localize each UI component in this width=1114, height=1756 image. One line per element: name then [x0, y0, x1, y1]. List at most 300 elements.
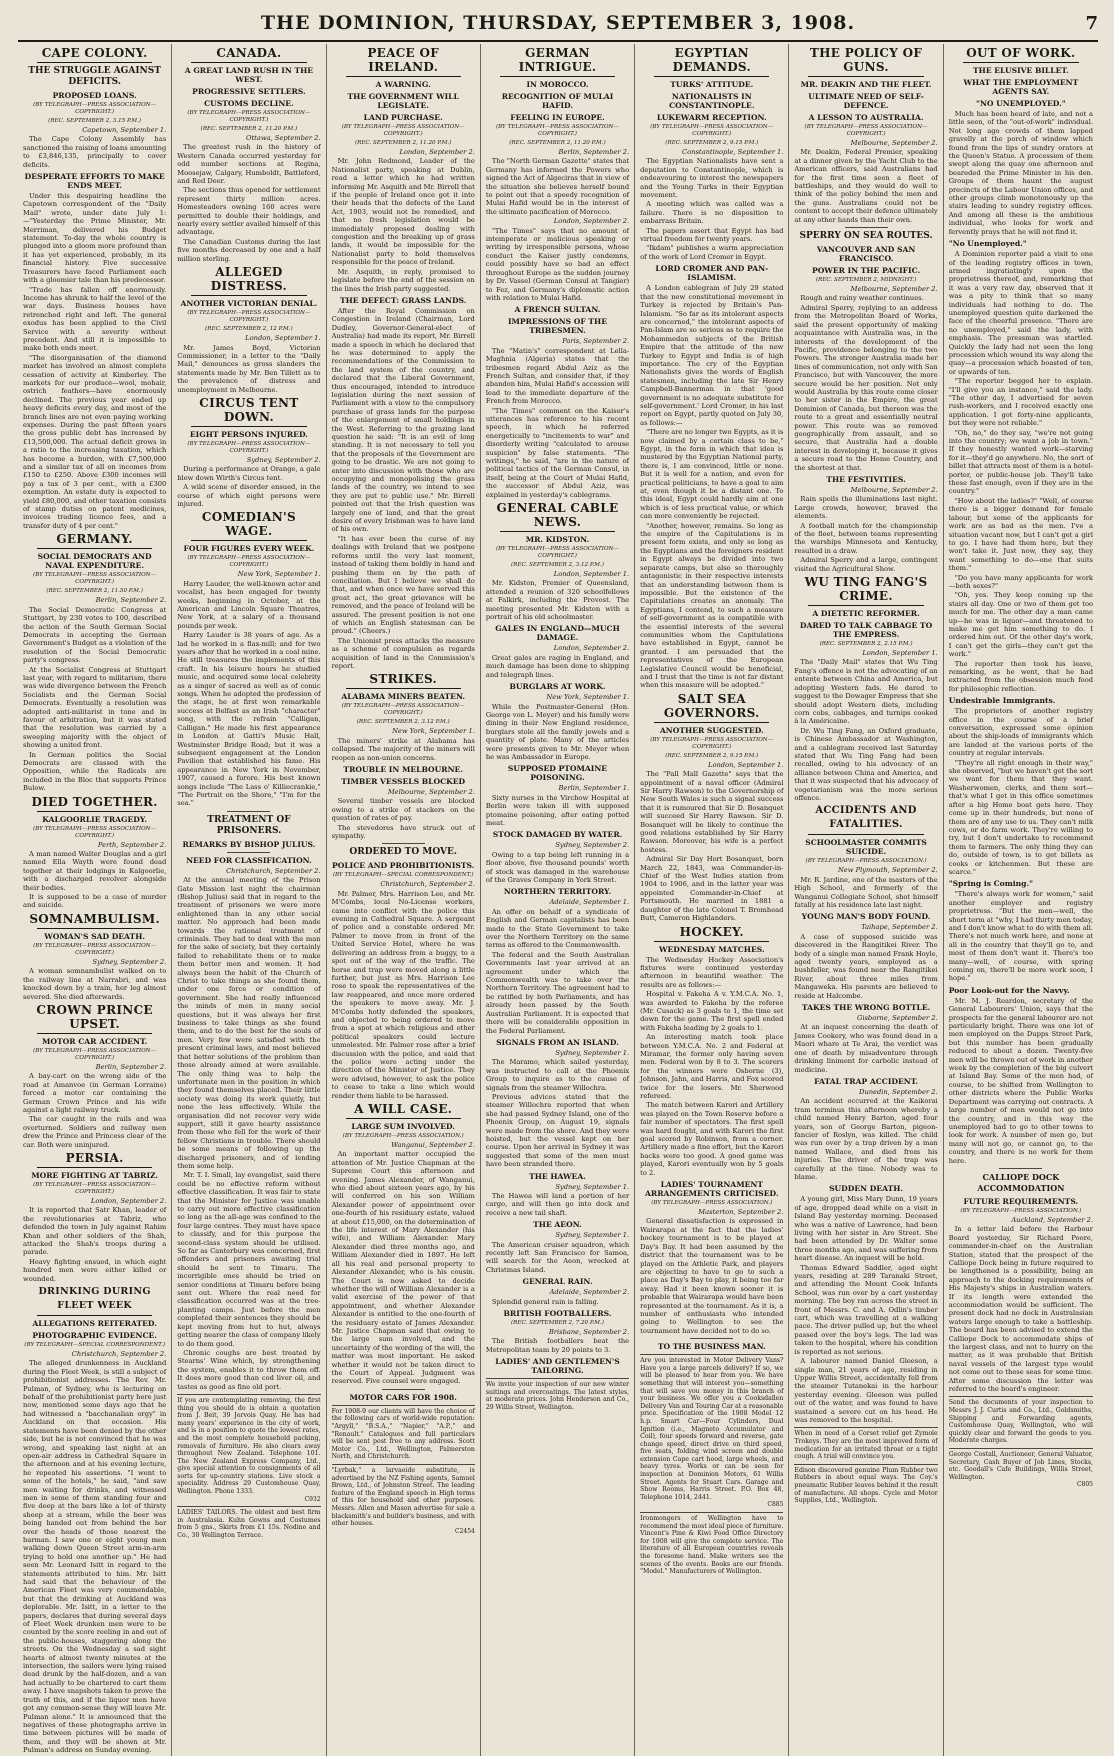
- credit-line: (BY TELEGRAPH—PRESS ASSOCIATION—COPYRIGHT.): [495, 546, 620, 560]
- dateline: Dunedin, September 2.: [859, 1087, 938, 1096]
- dateline: Christchurch, September 2.: [380, 880, 475, 889]
- rule: [654, 941, 769, 942]
- paragraph: "There are no longer two Egypts, as it is now claimed by a certain class to be," Egypt, in the form in which that idea is mustered by the Egyptian National party, there is, I am convinced, little or none. But it is well for a nation, and even for practical politicians, to have a goal to aim at, even though it be a distant one. To this ideal, Egypt could hardly aim at one which is of less practical value, or which can more conveniently be rejected.: [640, 428, 784, 521]
- sub-head: THE DEFECT: GRASS LANDS.: [339, 295, 467, 305]
- rule: [227, 852, 270, 853]
- section-head: OUT OF WORK.: [966, 46, 1076, 60]
- paragraph: "Another, however, remains. So long as the empire of the Capitulations is in present form exists, and only so long as the Egyptians and the foreigners resident in Egypt always be divided into two separate camps, but also so thoroughly antagonistic in their respective interests that an understanding between them is impossible. But the existence of the Capitulations creates an anomaly. The Egyptians, I contend, to such a measure of self-government as is compatible with the essential interests of the several communities whom the Capitulations have established in Egypt, cannot be granted. I am persuaded that the representatives of the European Legislative Council would be beneficial, and I trust that the time is not far distant when this measure will be adopted.": [640, 521, 784, 690]
- rule: [37, 548, 152, 549]
- sub-head: REMARKS BY BISHOP JULIUS.: [182, 839, 316, 849]
- sub-head: SOCIAL DEMOCRATS AND NAVAL EXPENDITURE.: [37, 552, 152, 571]
- paragraph: General dissatisfaction is expressed in Wairarapa at the fact that the ladies' hockey tournament is to be played at Day's Bay. It had been assumed by the district that the tournament was to be played on the Athletic Park, and players are objecting to have to go to such a place as Day's Bay to play, it being too far away. Had it been known sooner it is probable that Wairarapa would have been represented at the tournament. As it is, a number of enthusiasts who intended going to Wellington to see the tournament have decided not to do so.: [640, 1217, 784, 1335]
- section-head: SALT SEA GOVERNORS.: [663, 691, 760, 720]
- rule: [382, 843, 425, 844]
- advertisement: [332, 1405, 475, 1461]
- paragraph: An important matter occupied the attention of Mr. Justice Chapman at the Supreme Court this afternoon and evening. James Alexander, of Wanganui, who died about sixteen years ago, by his will conferred on his son William Alexander power of appointment over one-fourth of his residuary estate, valued at about £15,000, on the determination of the life interest of Mary Alexander (his wife), and William Alexander. Mary Alexander died three months ago, and William Alexander died in 1897. He left all his real and personal property to Alexander Alexander, who is his cousin. The Court is now asked to decide whether the will of William Alexander is a valid exercise of the power of that appointment, and whether Alexander Alexander is entitled to the one-fourth of the residuary estate of James Alexander. Mr. Justice Chapman said that owing to the large sum involved, and the uncertainty of the wording of the will, the matter was most important. He asked whether it would not be taken direct to the Court of Appeal. Judgment was reserved. Five counsel were engaged.: [331, 1150, 475, 1386]
- paragraph: "The Times" says that no amount of intemperate or malicious speaking or writing by irresponsible persons, whose conduct the Kaiser justly condemns, could possibly have so bad an effect throughout Europe as the sudden journey by Dr. Vassel (German Consul at Tangier) to Fez, and Germany's diplomatic action with relation to Mulai Hafid.: [485, 226, 630, 302]
- dateline: Masterton, September 2.: [698, 1208, 784, 1217]
- sub-head: MR. KIDSTON.: [525, 535, 590, 545]
- sub-head: GENERAL RAIN.: [522, 1277, 593, 1287]
- paragraph: Hospital v. Fakeha A v. Y.M.C.A. No. 1, was awarded to Fakeha by the referee (Mr. Cusack) as 3 goals to 1, the time set down for the game. The first spell ended with Fakeha leading by 2 goals to 1.: [640, 990, 784, 1032]
- paragraph: During a performance at Orange, a gale blew down Wirth's Circus tent.: [177, 465, 321, 482]
- rule: [500, 531, 615, 532]
- credit-line: (BY TELEGRAPH—PRESS ASSOCIATION—COPYRIGHT.): [33, 942, 157, 956]
- paragraph: "It has ever been the curse of my dealings with Ireland that we postpone reforms until the very last moment, instead of taking them boldly in hand and pushing them on by the path of conciliation. But I believe we shall do that, and when once we have served this great act, the great grievance will be removed, and the peace of Ireland will be assured. The present position is not one of which an English statesman can be proud." (Cheers.): [331, 534, 475, 636]
- paragraph: An interesting match took place between Y.M.C.A. No. 2 and Federal at Miramar, the former only having seven men. Federal won by 8 to 3. The scorers for the winners were Osborne (3), Johnson, Jahn, and Harris, and Fox scored twice for the losers. Mr. Sherwood refereed.: [640, 1033, 784, 1100]
- dateline: Brisbane, September 2.: [548, 1328, 630, 1337]
- paragraph: The Canadian Customs during the last five months decreased by one and a half million sterling.: [177, 237, 321, 263]
- paragraph: A meeting which was called was a failure. There is no disposition to embarrass Britain.: [640, 200, 784, 226]
- sub-head: WEDNESDAY MATCHES.: [658, 944, 765, 954]
- credit-line: (BY TELEGRAPH—PRESS ASSOCIATION—COPYRIGHT.): [33, 102, 157, 115]
- credit-line: (BY TELEGRAPH—PRESS ASSOCIATION.): [960, 1207, 1082, 1214]
- advertisement: [794, 1464, 937, 1505]
- dateline: Adelaide, September 1.: [549, 898, 630, 907]
- dateline: Wanganui, September 2.: [391, 1141, 475, 1149]
- paragraph: Admiral Sperry, replying to an address from the Metropolitan Board of Works, said the present opportunity of making acquaintance with Australia was, in the interests of the development of the Pacific, providence belonging to the two Powers. The stronger Australia made her lines of communication, not only with San Francisco, but with Vancouver, the more secure would be her position. Not only would Australia by this route come closer to her sister in the Empire, the great Dominion of Canada, but thereon was the route to a great and essentially neutral power. This route was so removed geographically from assault, and so secure, that Australia had a double interest in developing it, because it gives a secure road to the Home Country, and the shortest at that.: [794, 303, 938, 472]
- sub-head: ULTIMATE NEED OF SELF-DEFENCE.: [808, 92, 924, 110]
- paragraph: Mr. John Redmond, Leader of the Nationalist party, speaking at Dublin, read a letter which he had written informing Mr. Asquith and Mr. Birrell that if the people of Ireland once got it into their heads that the defects of the Land Act, 1903, would not be remedied, and that no fresh legislation would be immediately proposed dealing with congestion and the breaking up of grass lands, it would be impossible for the Nationalist party to hold themselves responsible for the peace of Ireland.: [331, 157, 475, 267]
- received-line: (REC. SEPTEMBER 2, 11.20 P.M.): [354, 140, 452, 146]
- sub-head: A DIETETIC REFORMER.: [812, 609, 920, 619]
- sub-head: CALLIOPE DOCK ACCOMMODATION: [977, 1171, 1065, 1193]
- sub-head: THE ELUSIVE BILLET.: [973, 66, 1069, 75]
- credit-line: (BY TELEGRAPH—PRESS ASSOCIATION—COPYRIGHT.): [33, 825, 157, 839]
- dateline: London, September 2.: [399, 148, 475, 156]
- sub-head: PHOTOGRAPHIC EVIDENCE.: [32, 1331, 157, 1341]
- paragraph: Great gales are raging in England, and much damage has been done to shipping and telegraph lines.: [485, 653, 630, 679]
- sub-head: SPERRY ON SEA ROUTES.: [799, 231, 933, 242]
- sub-head: BRITISH FOOTBALLERS.: [503, 1309, 612, 1319]
- paragraph: It is supposed to be a case of murder and suicide.: [23, 893, 167, 910]
- section-head: WU TING FANG'S CRIME.: [804, 575, 928, 604]
- paragraph: Thomas Edward Saddler, aged eight years, residing at 289 Taranaki Street, and attending the Mount Cook Infants School, was run over by a cart yesterday morning. The boy ran across the street in front of Messrs. C. and A. Odlin's timber cart, which was travelling at a walking pace. The driver pulled up, but the wheel passed over the boy's legs. The lad was taken to the hospital, where his condition is reported as not serious.: [794, 1263, 938, 1356]
- sub-head: NATIONALISTS IN CONSTANTINOPLE.: [669, 92, 755, 110]
- dateline: Taihape, September 2.: [861, 923, 938, 932]
- rule: [654, 76, 769, 77]
- received-line: (REC. SEPTEMBER 2, 7.20 P.M.): [511, 1320, 604, 1327]
- sub-head: WOMAN'S SAD DEATH.: [44, 931, 146, 941]
- rule: [37, 1167, 152, 1168]
- section-head: COMEDIAN'S WAGE.: [201, 510, 296, 539]
- sub-head: MR. DEAKIN AND THE FLEET.: [800, 80, 932, 89]
- page-number: 7: [1085, 12, 1098, 34]
- sub-head: Undesirable Immigrants.: [948, 696, 1056, 706]
- column-1: [18, 44, 172, 1756]
- sub-head: TURKS' ATTITUDE.: [670, 80, 754, 89]
- ad-text: "Lyrbak," a larvaeide substitute, is advertised by the NZ Fishing agents, Samuel Brown, Ltd., of Johnston Street. The leading feature of the England speech in High terms of this for household and other purposes. Messrs. Allen and Mason advertise for sale a blacksmith's and builder's business, and with other houses.: [331, 1466, 475, 1528]
- paragraph: Mr. Deakin, Federal Premier, speaking at a dinner given by the Yacht Club to the American officers, said Australians had for the first time seen a fleet of battleships, and they would do well to think of the policy behind the men and the guns. Australians could not be content to accept their defence ultimately at any other hands than their own.: [794, 148, 938, 224]
- paragraph: Owing to a tap being left running in a floor above, five thousand pounds' worth of stock was damaged in the warehouse of the Graves Company in York Street.: [485, 850, 630, 884]
- paragraph: The "Daily Mail" states that Wu Ting Fang's offence is not the advocating of an entente between China and America, but adopting Western fads. He dared to suggest to the Dowager Empress that she should adopt Western diets, including corn cobs, cabbages, and turnips cooked à la Américaine.: [794, 658, 938, 726]
- sub-head: DARED TO TALK CABBAGE TO THE EMPRESS.: [799, 621, 933, 640]
- sub-head: LORD CROMER AND PAN-ISLAMISM.: [655, 264, 769, 283]
- dateline: New York, September 1.: [546, 693, 630, 702]
- dateline: Sydney, September 1.: [555, 1182, 630, 1191]
- paragraph: Previous advices stated that the steamer Willochra reported that when she had passed Sydney Island, one of the Phoenix Group, on August 19, signals were made from the shore. And they were hoisted, but the vessel kept on her course. Upon her arrival in Sydney it was suggested that some of the men must have been stranded there.: [485, 1092, 630, 1169]
- paragraph: An offer on behalf of a syndicate of English and German capitalists has been made to the State Government to take over the Northern Territory on the same terms as offered to the Commonwealth.: [485, 907, 630, 950]
- sub-head: ALLEGATIONS REITERATED.: [32, 1319, 157, 1329]
- dateline: Melbourne, September 2.: [850, 285, 938, 294]
- sub-head: ANOTHER SUGGESTED.: [659, 725, 764, 735]
- sub-head: MOTOR CAR ACCIDENT.: [41, 1036, 148, 1046]
- masthead-title: THE DOMINION, THURSDAY, SEPTEMBER 3, 1908.: [260, 12, 856, 34]
- sub-head: MOTOR CARS FOR 1908.: [349, 1392, 457, 1402]
- paragraph: Much has been heard of late, and not a little seen, of the "out-of-work" individual. Not long ago crowds of them lapped gravelly at the porch of window which found from the lips of sundry orators at the Queen's Statue. A procession of them swept along the quay one afternoon and beareded the Prime Minister in his den. Groups of them haunt the august precincts of the Labour Union offices, and other groups climb monotonously up the stairs leading to sundry registry offices. And among all these is the ambitious individual, who looks for work and fervently prays that he will not find it.: [948, 110, 1093, 236]
- rule: [37, 62, 152, 63]
- paragraph: Mr. James Boyd, Victorian Commissioner, in a letter to the "Daily Mail," denounces as gross slanders the statements made by Mr. Ben Tillett as to the prevalence of distress and unemployment in Melbourne.: [177, 343, 321, 394]
- advertisement: [949, 1396, 1093, 1445]
- sub-head: SCHOOLMASTER COMMITS SUICIDE.: [805, 838, 927, 857]
- paragraph: It is reported that Satr Khan, leader of the revolutionaries at Tabriz, who defended the town in July against Rahim Khan and other soldiers of the Shah, attacked the Shah's troops during a parade.: [23, 1206, 167, 1257]
- credit-line: (BY TELEGRAPH—PRESS ASSOCIATION—COPYRIGHT.): [341, 124, 465, 137]
- paragraph: "The disorganisation of the diamond market has involved an almost complete cessation of activity at Kimberley. The markets for our produce—wool, mohair, ostrich feathers—have enormously declined. The previous year ended up heavy deficits every day, and most of the branch lines are not even paying working expenses. During the past fifteen years the gross public debt has increased by £13,500,000. The actual deficit grows in a ratio to the increasing taxation, which has become a burden, with £7,500,000 and a similar tax of all on incomes from £150 to £250. Above £300 incomes will pay a tax of 3 per cent., with a £300 exemption. An estate duty is expected to yield £80,000, and other taxation consists of stamp duties on patent medicines, invoices trading licence fees, and a transfer duty of 4 per cent.": [23, 353, 167, 530]
- sub-head: POWER IN THE PACIFIC.: [811, 266, 921, 276]
- dateline: London, September 2.: [553, 217, 630, 226]
- sub-head: TO THE BUSINESS MAN.: [657, 1342, 766, 1352]
- advertisement: [177, 1394, 320, 1503]
- paragraph: "There's always work for women," said another employer and registry proprietress. "But the men—well, the short term at "why, I had thirty men today, and I don't know what to do with them all. There's not much work here, and none at all in the country that they'll go to, and most of them don't want it. There's too many—well, of course, with spring coming on, there'll be more work soon, I hope.": [948, 890, 1093, 983]
- paragraph: The reporter then took his leave, remarking, as he went, that he had extracted from the obsession much food for philosophic reflection.: [948, 659, 1093, 693]
- credit-line: (BY TELEGRAPH—PRESS ASSOCIATION—COPYRIGHT.): [650, 736, 774, 750]
- dateline: New York, September 1.: [237, 570, 321, 579]
- sub-head: LADIES' TOURNAMENT ARRANGEMENTS CRITICISED.: [645, 1180, 779, 1199]
- sub-head: PROGRESSIVE SETTLERS.: [192, 87, 306, 96]
- sub-head: FATAL TRAP ACCIDENT.: [814, 1076, 919, 1086]
- sub-head: NEED FOR CLASSIFICATION.: [186, 855, 312, 865]
- paragraph: "Trade has fallen off enormously. Income has shrunk to half the level of the war days. Business houses have retrenched right and left. The general exodus has been applied to the Civil Service with a severity without precedent. And still it is impossible to make both ends meet.: [23, 285, 167, 353]
- credit-line: (BY TELEGRAPH—PRESS ASSOCIATION—COPYRIGHT.): [804, 124, 928, 137]
- paragraph: A Dominion reporter paid a visit to one of the leading registry offices in town, armed ingratiatingly upon the proprietress thereof, and, remarking that it was a very raw day, observed that it was a pity to think that so many individuals had nothing to do. The unemployed question quite darkened the face of the cheerful presence. "There are no unemployed," said the lady, with emphasis. The pressman was startled. Quickly the lady had not seen the long procession which wound its way along the quay—a procession which boasted of ten, or upwards of ten.: [948, 250, 1093, 376]
- rule: [808, 76, 923, 77]
- ad-text: We invite your inspection of our new winter suitings and overcoatings. The latest styles, at moderate prices. John Henderson and Co., 29 Willis Street, Wellington.: [485, 1381, 630, 1412]
- sub-head: YOUNG MAN'S BODY FOUND.: [801, 912, 931, 922]
- paragraph: The alleged drunkenness in Auckland during the Fleet Week, is still a subject of prohibitionist addresses. The Rev. Mr. Pulman, of Sydney, who is lecturing on behalf of the prohibitionist party here just now, mentioned some days ago that he had witnessed a "bacchanalian orgy" in Auckland on that occasion. His statements have been denied by the other side, but he is not convinced that he was wrong, and speaking last night at an open-air address in Cathedral Square in the afternoon and at his evening lecture, he repeated his assertions. "I went to some of the hotels," he said, "and saw men waiting for drinks, and witnessed men in some of them standing four and five deep at the bars like a lot of thirsty sheep at a stream, while the beer was being handed out from behind the bar over the heads of those nearest the barman. I saw one or eight young men walking down Queen Street arm-in-arm trying to hold one another up." He had seen Mr. Leonard Isitt in regard to the statements attributed to him. Mr. Isitt had said that the behaviour of the American Fleet was very commendable, but that the drinking at Auckland was deplorable. Mr. Isitt, in a letter to the papers, declares that during several days of Fleet Week drunken men were to be counted by the score reeling in and out of the public-houses, staggering along the streets. On the Wednesday a sad sight hearts of almost twenty minutes at the intersection, the sailors were lying raised dead drunk by the half-dozen, and a van had actually to be chartered to cart them away. I have snapshots taken to prove the truth of this, and if the liquor men have got any common-sense they will leave Mr. Pulman alone." It is announced that the negatives of these photographs arrive in time between pictures will be made of them, and they will be shown at Mr. Pulman's address on Sunday evening.: [23, 1359, 167, 1755]
- rule: [191, 62, 306, 63]
- ad-code: C932: [304, 1495, 321, 1503]
- credit-line: (BY TELEGRAPH—PRESS ASSOCIATION—COPYRIGHT.): [650, 124, 774, 137]
- paragraph: The "Matin's" correspondent at Lella-Maghnia (Algeria) states that the tribesmen regard Abdul Aziz as the French Sultan, and consider that, if they abandon him, Mulai Hafid's accession will lead to the immediate departure of the French from Morocco.: [485, 346, 630, 406]
- column-6: [789, 44, 943, 1756]
- ad-text: When in need of a Corset relief get Zymole Trokeys. They are the most improved form of medication for an irritated throat or a tight cough. A trial will convince you.: [794, 1430, 938, 1461]
- paragraph: In German politics the Social Democrats are classed with the Opposition, while the Radicals are included in the Bloc that supports Prince Bulow.: [23, 750, 167, 793]
- sub-head: "Spring is Coming.": [948, 879, 1034, 889]
- section-head: CANADA.: [216, 46, 282, 60]
- sub-head: SIGNALS FROM AN ISLAND.: [496, 1037, 619, 1047]
- sub-head: ORDERED TO MOVE.: [349, 847, 457, 858]
- paragraph: Splendid general rain is falling.: [491, 1297, 599, 1306]
- paragraph: A London cablegram of July 29 stated that the new constitutional movement in Turkey is rejected by Britain's Pan-Islamism. "So far as its intolerant aspects are concerned," the intolerant aspects of Pan-Islam are so serious as to require the Mohammedan subjects of the British Empire that the attitude of the new Turkey to Egypt and India is of high importance. The cry of the Egyptian Nationalists gives the words of English statesmen, including the late Sir Henry Campbell-Bannerman in that 'good government is no adequate substitute for self-government.' Lord Cromer, in his last report on Egypt, partly quoted on July 30, as follows:—: [640, 284, 784, 427]
- rule: [191, 426, 306, 427]
- rule: [37, 1033, 152, 1034]
- sub-head: WHAT THE EMPLOYMENT AGENTS SAY.: [963, 78, 1079, 96]
- rule: [382, 1389, 425, 1390]
- paragraph: Admiral Sir Day Hort Bosanquet, born March 22, 1843, was Commander-in-Chief of the West Indies station from 1904 to 1906, and in the latter year was appointed Commander-in-Chief at Portsmouth. He married in 1881 a daughter of the late Colonel T. Bromhead Butt, Cameron Highlanders.: [640, 855, 784, 923]
- paragraph: A football match for the championship of the fleet, between teams representing the warships Minnesota and Kentucky, resulted in a draw.: [794, 521, 938, 555]
- rule: [37, 1315, 152, 1316]
- received-line: (REC. SEPTEMBER 2, 11.50 P.M.): [46, 588, 143, 595]
- section-head: DIED TOGETHER.: [31, 794, 158, 809]
- section-head: A WILL CASE.: [354, 1102, 453, 1116]
- ad-text: If you are contemplating removing, the first thing you should do is obtain a quotation from J. Beit, 39 Jervois Quay. He has had many years' experience in the city of work, and is in a position to quote the lowest rates, and the most complete household packing, removals of furniture. He also clears away throughout New Zealand. Telephone 101. The New Zealand Express Company, Ltd., give special attention to consignments of all sorts for up-country stations. Live stock a speciality. Address 29 Customhouse Quay, Wellington. Phone 1333.: [177, 1396, 321, 1496]
- credit-line: (BY TELEGRAPH—PRESS ASSOCIATION—COPYRIGHT.): [187, 440, 311, 454]
- paragraph: "They're all right enough in their way," she observed, "but we haven't got the sort we want for them that they want. Washerwomen, clerks, and them sort—that's what I get in this office sometimes after a big Home boat gets here. They come up in their hundreds, but none of them are of any use to us. They can't milk cows, or do farm work. They're willing to try, but I don't undertake to recommend them to farmers. The only thing they can do, outside of town, is to get billets as cooks or kitchenmen. But these are scarce.": [948, 758, 1093, 876]
- sub-head: GALES IN ENGLAND—MUCH DAMAGE.: [495, 624, 620, 643]
- paragraph: The sections thus opened for settlement represent thirty million acres. Homesteaders owning 160 acres were permitted to double their holdings, and nearly every settler availed himself of this advantage.: [177, 186, 321, 237]
- paragraph: "How about the ladies?" "Well, of course there is a bigger demand for female labour, but some of the applicants for work are as bad as the men. I've a situation vacant now, but I can't get a girl to go. I have had them here, but they won't take it. Just now, they say, they want something to do—one that suits them.": [948, 496, 1093, 573]
- rule: [191, 295, 306, 296]
- received-line: (REC. SEPTEMBER 2, 11.20 P.M.): [509, 140, 606, 146]
- sub-head: THE GOVERNMENT WILL LEGISLATE.: [347, 92, 459, 110]
- rule: [845, 227, 888, 228]
- credit-line: (BY TELEGRAPH—SPECIAL CORRESPONDENT.): [24, 1342, 165, 1349]
- paragraph: Heavy fighting ensued, in which eight hundred men were either killed or wounded.: [23, 1257, 167, 1283]
- rule: [346, 76, 461, 77]
- paragraph: The Hawea will land a portion of her cargo, and will then go into dock and receive a new tail shaft.: [485, 1192, 630, 1217]
- credit-line: (BY TELEGRAPH—SPECIAL CORRESPONDENT.): [332, 872, 474, 879]
- sub-head: THE STRUGGLE AGAINST DEFICITS.: [28, 66, 161, 87]
- credit-line: (BY TELEGRAPH—PRESS ASSOCIATION—COPYRIGHT.): [33, 1181, 157, 1195]
- sub-head: DESPERATE EFFORTS TO MAKE ENDS MEET.: [24, 172, 165, 191]
- credit-line: (BY TELEGRAPH—PRESS ASSOCIATION—COPYRIGHT.): [187, 110, 311, 123]
- section-head: SOMNAMBULISM.: [29, 911, 160, 926]
- ad-code: C885: [767, 1501, 784, 1509]
- credit-line: (BY TELEGRAPH—PRESS ASSOCIATION—COPYRIGHT.): [33, 572, 157, 586]
- advertisement: [640, 1512, 783, 1576]
- dateline: Constantinople, September 1.: [682, 148, 784, 156]
- paragraph: "Ikdam" publishes a warm appreciation of the work of Lord Cromer in Egypt.: [640, 244, 784, 261]
- advertisement: [486, 1378, 629, 1411]
- rule: [346, 688, 461, 689]
- received-line: (REC. SEPTEMBER 2, 9.15 P.M.): [665, 752, 759, 759]
- dateline: Paris, September 2.: [562, 337, 630, 346]
- rule: [963, 62, 1079, 63]
- received-line: (REC. SEPTEMBER 2, 3.12 P.M.): [511, 562, 604, 569]
- paragraph: The Cape Colony Assembly has sanctioned the raising of loans amounting to £3,846,135, principally to cover deficits.: [23, 135, 167, 169]
- paragraph: The American cruiser squadron, which recently left San Francisco for Samoa, will search for the Aeon, wrecked at Christmas Island.: [485, 1240, 630, 1274]
- advertisement: [177, 1506, 320, 1539]
- sub-head: "No Unemployed.": [948, 239, 1027, 249]
- paragraph: The Unionist press attacks the measure as a scheme of compulsion as regards acquisition of land in the Commission's report.: [331, 636, 475, 670]
- paragraph: The "Pall Mall Gazette" says that the appointment of a naval officer (Admiral Sir Harry Rawson) to the Governorship of New South Wales is such a signal success that it is rumoured that Sir D. Bosanquet will succeed Sir Harry Rawson. Sir D. Bosanquet will be likely to continue the good relations established by Sir Harry Rawson. Moreover, his wife is a perfect hostess.: [640, 770, 784, 854]
- sub-head: A FRENCH SULTAN.: [514, 305, 601, 315]
- sub-head: POLICE AND PROHIBITIONISTS.: [332, 861, 475, 871]
- dateline: Melbourne, September 2.: [387, 788, 475, 796]
- paragraph: After the Royal Commission on Congestion in Ireland (Chairman, Lord Dudley, Governor-General-elect of Australia) had made its report, Mr. Birrell made a speech in which he declared that he was determined to apply the recommendations of the Commission to the land system of the country, and declared that the Liberal Government, thus encouraged, intended to introduce legislation during the next session of Parliament with a view to the compulsory purchase of grass lands for the purpose of the enlargement of small holdings in the West. Referring to the grazing land question he said: "It is an evil of long standing. It is not necessary to tell you that the proposals of the Government are going to be drastic. We are not going to enter into discussion with those who are occupying and monopolising the grass lands of the country, we intend to see they are put to public use." Mr. Birrell pointed out that the Irish question was largely one of land, and that the great desire of every Irishman was to have land of his own.: [331, 306, 475, 534]
- received-line: (REC. SEPTEMBER 2, 11.20 P.M.): [200, 126, 298, 132]
- ad-text: Are you interested in Motor Delivery Vans? Have you a large parcels delivery? If so, we will be pleased to hear from you. We have something that will interest you—something that will save you money in this branch of your business. We offer you a Cooksdallen Delivery Van and Touring Car at a reasonable price. Specification of the 1908 Model 12 h.p. Smart Car—Four Cylinders, Dual Ignition (i.e., Magneto Accumulator and Coil), four speeds forward and reverse, gate change speed, direct drive on third speed, five seats, folding wind screen and double extension Cape cart hood, large wheels, and heavy tyres. Works or can be seen for inspection at Dominion Motors, 61 Willis Street. Agents for Stuart Cars. Garage and Show Rooms, Harris Street. P.O. Box 48, Telephone 1014, 2441.: [640, 1357, 784, 1501]
- sub-head: LUKEWARM RECEPTION.: [656, 113, 767, 122]
- section-head: CIRCUS TENT DOWN.: [199, 395, 299, 424]
- rule: [500, 76, 615, 77]
- paragraph: At an inquest concerning the death of James Cookery, who was found dead in a Maori whare at Te Arai, the verdict was one of death by misadventure through drinking liniment for carbolic instead of medicine.: [794, 1023, 938, 1074]
- sub-head: KALGOORLIE TRAGEDY.: [42, 814, 147, 824]
- ad-text: LADIES' TAILORS. The oldest and best firm in Australasia. Kuhn Gowns and Costumes from 5 gns., Skirts from £1 15s. Nodine and Co., 30 Wellington Terrace.: [177, 1509, 321, 1540]
- sub-head: THE HAWEA.: [529, 1171, 586, 1181]
- paragraph: Sixty nurses in the Virchow Hospital at Berlin were taken ill with supposed ptomaine poisoning, after eating potted meat.: [485, 793, 630, 827]
- sub-head: VANCOUVER AND SAN FRANCISCO.: [816, 245, 916, 264]
- sub-head: TIMBER VESSELS BLOCKED: [341, 777, 466, 786]
- paragraph: Mr. Kidston, Premier of Queensland, attended a reunion of 320 schoolfellows at Falkirk, including the Provost. The meeting presented Mr. Kidston with a portrait of his old schoolmaster.: [485, 579, 630, 622]
- sub-head: PROPOSED LOANS.: [52, 91, 137, 100]
- paragraph: The match between Karori and Artillery was played on the Town Reserve before a fair number of spectators. The first spell was hard fought, and with Karori the first goal scored by Robinson, from a corner. Artillery made a fine effort, but the Karori backs were too good. A good game was played, Karori eventually won by 5 goals to 2.: [640, 1101, 784, 1177]
- column-7: [944, 44, 1098, 1756]
- paragraph: Rough and rainy weather continues.: [800, 294, 924, 303]
- paragraph: The proprietors of another registry office in the course of a brief conversation, expressed some opinion about the ship-loads of immigrants which are landed at the various ports of the country at regular intervals.: [948, 707, 1093, 758]
- credit-line: (BY TELEGRAPH—PRESS ASSOCIATION—COPYRIGHT.): [341, 703, 465, 717]
- paragraph: The greatest rush in the history of Western Canada occurred yesterday for odd number sections at Regina, Moosejaw, Calgary, Humboldt, Battleford, and Red Deer.: [177, 143, 321, 186]
- paragraph: A wild scene of disorder ensued, in the course of which eight persons were injured.: [177, 483, 321, 508]
- rule: [191, 540, 306, 541]
- received-line: (REC. SEPTEMBER 2, 2.15 P.M.): [819, 641, 913, 648]
- paragraph: An accident occurred at the Kaikorai tram terminus this afternoon whereby a child named Henry Barton, aged four years, son of George Barton, pigeon-fancier of Roslyn, was killed. The child was run over by a trap driven by a man named Wallace, and died from his injuries. The driver of the trap was carefully at the time. Nobody was to blame.: [794, 1097, 938, 1181]
- paragraph: In a letter laid before the Harbour Board yesterday, Sir Richard Poore, commander-in-chief on the Australian Station, stated that the prospect of the Calliope Dock being in future required to be lengthened is a possibility, being an approach to the docking requirements of His Majesty's ships in Australian waters. If its length were extended the accommodation would be sufficient. The present dock had no dock in Australasian waters large enough to take a battleship. The board has been advised to extend the Calliope Dock to accommodate ships of the largest class, and not to hurry on the matter, as it was probable that British naval vessels of the largest type would not come out to these seas for some time. After some discussion the letter was referred to the board's engineer.: [948, 1225, 1093, 1394]
- paragraph: "Oh, no," do they say, "we're not going into the country; we want a job in town." If they honestly wanted work—starving for it—they'd go anywhere. No, the sort of billet that attracts most of them is a hotel-porter, or public-house job. They'll take these fast enough, even if they are in the country.": [948, 428, 1093, 496]
- dateline: Berlin, September 2.: [558, 148, 630, 156]
- dateline: Capetown, September 1.: [82, 126, 167, 134]
- dateline: Melbourne, September 2.: [850, 139, 938, 147]
- advertisement: [332, 1464, 475, 1535]
- paragraph: Mr. R. Jardine, one of the masters of the High School, and formerly of the Wanganui Collegiate School, shot himself fatally at his residence late last night.: [794, 875, 938, 909]
- sub-head: IMPRESSIONS OF THE TRIBESMEN.: [507, 317, 608, 336]
- sub-head: LADIES' AND GENTLEMEN'S TAILORING.: [495, 1357, 620, 1376]
- column-2: [172, 44, 326, 1756]
- paragraph: A man named Walter Douglas and a girl named Ella Wayth were found dead together at their lodgings in Kalgoorlie, with a discharged revolver alongside their bodies.: [23, 850, 167, 892]
- paragraph: The "North German Gazette" states that Germany has informed the Powers who signed the Act of Algeciras that in view of the situation she believes herself bound to point out that a speedy recognition of Mulai Hafid would be in the interest of the ultimate pacification of Morocco.: [485, 157, 630, 216]
- sub-head: RECOGNITION OF MULAI HAFID.: [501, 92, 614, 110]
- sub-head: ANOTHER VICTORIAN DENIAL.: [180, 299, 318, 309]
- received-line: (REC. SEPTEMBER 2, 3.15 P.M.): [48, 118, 142, 124]
- section-head: EGYPTIAN DEMANDS.: [672, 46, 751, 74]
- dateline: London, September 1.: [245, 334, 321, 343]
- paragraph: The Maramo, which sailed yesterday, was instructed to call at the Phoenix Group to inquire as to the cause of signals from the steamer Willochra.: [485, 1058, 630, 1092]
- received-line: (REC. SEPTEMBER 2, 9.15 P.M.): [665, 140, 759, 146]
- paragraph: At the annual meeting of the Prison Gate Mission last night the chairman (Bishop Julius) said that in regard to the treatment of prisoners we were more enlightened than in any other social matter. No approach had been made towards the rational treatment of criminals. They had to deal with the man for the sake of society, but they certainly failed to rehabilitate them or to make them better men and women. It had always been the habit of the Church of Christ to take things as she found them, under one force or condition of government. She had really influenced the minds of men in many social questions, but it was always her first business to take things as she found them, and to do the best for the souls of men. Very few were satisfied with the present criminal laws, and most believed that better solutions of the problem than those already aimed at were available. The only thing was to help the unfortunate men in the position in which they found themselves placed. Their little society was doing its work quietly, but none the less effectively. While the organisation did not recover very wide support, still it gave hearty assistance from those who fell for the work of their fellow Christians in trouble. There should be some means of following up the discharged prisoners, and of lending them some help.: [177, 876, 321, 1170]
- paragraph: "Oh, yes. They keep coming up the stairs all day. One or two of them get too much for me. The other day a man came up—he was in liquor—and threatened to make me get him something to do. I ordered him out. Of the other day's work, I can't get the girls—they can't get the work.": [948, 591, 1093, 659]
- masthead: [18, 6, 1098, 42]
- dateline: London, September 2.: [553, 644, 630, 653]
- dateline: New Plymouth, September 2.: [837, 866, 938, 875]
- dateline: Sydney, September 1.: [555, 1048, 630, 1057]
- section-head: STRIKES.: [369, 672, 437, 687]
- paragraph: While the Postmaster-General (Hon. George von L. Meyer) and his family were dining in their New England residence, burglars stole all the family jewels and a quantity of plate. Many of the articles were presents given to Mr. Meyer when he was Ambassador in Europe.: [485, 702, 630, 761]
- sub-head: THE FESTIVITIES.: [826, 475, 906, 484]
- dateline: Gisborne, September 2.: [857, 1014, 938, 1023]
- rule: [808, 605, 923, 606]
- credit-line: (BY TELEGRAPH—PRESS ASSOCIATION.): [342, 1133, 464, 1139]
- dateline: Berlin, September 2.: [95, 596, 167, 605]
- paragraph: The stevedores have struck out of sympathy.: [331, 823, 475, 841]
- sub-head: FEELING IN EUROPE.: [510, 113, 605, 122]
- paragraph: Harry Lauder is 38 years of age. As a lad he worked in a flax-mill; and for two years after that he worked in a coal mine. He still treasures the implements of this craft. In his leisure hours he studied music, and acquired some local celebrity as a singer of sacred as well as of comic songs. When he adopted the profession of the stage, he at first won remarkable success at Belfast as an Irish "character" song, with the refrain "Calligan, Calligan." He made his first appearance in London at Gatti's Music Hall, Westminster Bridge Road; but it was a subsequent engagement at the London Pavilion that established his fame. His appearance in New York in November, 1907, caused a furore. His best known songs include "The Lass o' Killiecrankie," "The Portrait on the Shore," "I'm for the sea.": [177, 631, 321, 808]
- sub-head: FOUR FIGURES EVERY WEEK.: [183, 544, 315, 554]
- section-head: HOCKEY.: [679, 924, 744, 939]
- paragraph: A bay-cart on the wrong side of the road at Amanvoe (in German Lorraine) forced a motor car containing the German Crown Prince and his wife against a light railway truck.: [23, 1072, 167, 1114]
- dateline: London, September 2.: [90, 1196, 167, 1205]
- rule: [346, 1118, 461, 1119]
- sub-head: TROUBLE IN MELBOURNE.: [343, 765, 463, 774]
- received-line: (REC. SEPTEMBER 2, 3.12 P.M.): [356, 719, 450, 726]
- advertisement: [640, 1354, 783, 1509]
- sub-head: EIGHT PERSONS INJURED.: [189, 429, 308, 439]
- ad-text: Edison discovered genuine Plum Rubber two Rubbers in about equal ways. The Coy.'s pneumatic Rubber leaves behind it the result of manufacture. All shops. Cycle and Motor Supplies, Ltd., Wellington.: [794, 1466, 938, 1505]
- dateline: London, September 1.: [553, 570, 630, 579]
- received-line: (REC. SEPTEMBER 2, 12 P.M.): [205, 326, 293, 333]
- paragraph: The federal and the South Australian Governments last year arrived at an agreement under which the Commonwealth was to take over the Northern Territory. The agreement had to be ratified by both Parliaments, and has already been passed by the South Australian Parliament. It is expected that there will be considerable opposition in the Federal Parliament.: [485, 950, 630, 1035]
- advertisement: [794, 1427, 937, 1460]
- paragraph: Rain spoils the illuminations last night. Large crowds, however, braved the elements.: [794, 495, 938, 521]
- paragraph: Several timber vessels are blocked owing to a strike of stackers on the question of rates of pay.: [331, 797, 475, 823]
- section-head: GENERAL CABLE NEWS.: [496, 501, 619, 530]
- paragraph: Harry Lauder, the well-known actor and vocalist, has been engaged for twenty weeks, beginning in October, at the American and Lincoln Square Theatres, New York, at a salary of a thousand pounds per week.: [177, 579, 321, 630]
- section-head: CAPE COLONY.: [41, 46, 148, 60]
- dateline: Berlin, September 1.: [558, 784, 630, 793]
- sub-head: TAKES THE WRONG BOTTLE.: [801, 1003, 931, 1013]
- paragraph: The Social Democratic Congress at Stuttgart, by 230 votes to 100, described the action of the South German Social Democrats in accepting the German Government's Budget as a violation of the resolution of the Social Democratic party's congress.: [23, 605, 167, 665]
- sub-head: CUSTOMS DECLINE.: [204, 99, 294, 108]
- sub-head: TREATMENT OF PRISONERS.: [207, 814, 291, 836]
- rule: [654, 722, 769, 723]
- sub-head: NORTHERN TERRITORY.: [503, 887, 612, 897]
- paragraph: A case of supposed suicide was discovered in the Rangitikei River. The body of a single man named Frank Hoyle, aged twenty years, employed as a bushfeller, was found near the Rangitikei River, about three miles from Mangaweka. His parents are believed to reside at Halcombe.: [794, 932, 938, 1000]
- dateline: Ottawa, September 2.: [246, 134, 321, 142]
- credit-line: (BY TELEGRAPH—PRESS ASSOCIATION—COPYRIGHT.): [187, 310, 311, 324]
- ad-text: For 1908-9 our clients will have the choice of the following cars of world-wide reputation: "Argyll," "B.S.A.," "Napier," "A.P.," and "Renault." Catalogues and full particulars will be sent post free to any address. Scott Motor Co., Ltd., Wellington, Palmerston North, and Christchurch.: [331, 1407, 475, 1461]
- paragraph: Dr. Wu Ting Fang, an Oxford graduate, is Chinese Ambassador at Washington, and a cablegram received last Saturday stated that Wu Ting Fang had been recalled, owing to his advocacy of an alliance between China and America, and that it was suspected that his advocacy of vegetarianism was the more serious offence.: [794, 726, 938, 802]
- dateline: London, September 1.: [862, 649, 938, 658]
- credit-line: (BY TELEGRAPH—PRESS ASSOCIATION.): [651, 1200, 773, 1207]
- paragraph: Under this despairing headline the Capetown correspondent of the "Daily Mail" wrote, under date July 1:—"Yesterday the Prime Minister, Mr. Merriman, delivered his Budget statement. To-day the whole country is plunged into a gloom more profound than it has yet experienced, probably, in its financial history. Five successive Treasurers have faced Parliament each with a gloomier tale than his predecessor.: [23, 192, 167, 285]
- sub-head: "NO UNEMPLOYED.": [976, 99, 1066, 108]
- credit-line: (BY TELEGRAPH—PRESS ASSOCIATION—COPYRIGHT.): [187, 555, 311, 569]
- sub-head: MORE FIGHTING AT TABRIZ.: [31, 1170, 159, 1180]
- paragraph: Mr. Palmer, Mrs. Harrison Lee, and Mr. M'Combs, local No-License workers, came into conflict with the police this evening in Cathedral Square. A sergeant of police and a constable ordered Mr. Palmer to move from in front of the United Service Hotel, where he was delivering an address from a buggy, to a spot out of the way of the traffic. The horse and trap were moved along a little further, but just as Mrs. Harrison Lee rose to speak the representatives of the law reappeared, and once more ordered the speakers to move away. Mr. J. M'Combs hotly defended the speakers, and objected to being ordered to move from a spot at which religious and other political speakers could lecture unmolested. Mr. Palmer rose after a brief discussion with the police, and said that the police were acting under the direction of the Minister of Justice. They were advised, however, to ask the police to cease to take a line which would render them liable to be harassed.: [331, 889, 475, 1100]
- sub-head: LAND PURCHASE.: [363, 113, 443, 122]
- column-3: [327, 44, 481, 1756]
- column-5: [635, 44, 789, 1756]
- sub-head: A GREAT LAND RUSH IN THE WEST.: [184, 66, 314, 84]
- section-head: GERMAN INTRIGUE.: [518, 46, 597, 74]
- dateline: New York, September 1.: [392, 727, 475, 736]
- paragraph: Mr. Asquith, in reply, promised to legislate before the end of the session on the lines the Irish party suggested.: [331, 267, 475, 293]
- ad-text: George Costall, Auctioneer, General Valuator, Secretary, Cash Buyer of Job Lines, Stocks, etc. Goodall's Cafe Buildings, Willis Street, Wellington.: [948, 1451, 1093, 1481]
- dateline: Auckland, September 2.: [1011, 1215, 1093, 1224]
- paragraph: The Wednesday Hockey Association's fixtures were continued yesterday afternoon in beautiful weather. The results are as follows:—: [640, 955, 784, 989]
- paragraph: A young girl, Miss Mary Dunn, 19 years of age, dropped dead while on a visit in Island Bay yesterday morning. Deceased who was a native of Lawrence, had been living with her sister in Aro Street. She had been attended by Dr. Walter some three months ago, and was suffering from heart disease. An inquest will be held.: [794, 1195, 938, 1263]
- rule: [808, 834, 923, 835]
- paragraph: Admiral Sperry and a large, contingent visited the Agricultural Show.: [794, 556, 938, 573]
- section-head: ALLEGED DISTRESS.: [210, 265, 288, 294]
- paragraph: The Egyptian Nationalists have sent a deputation to Constantinople, which is endeavouring to interest the newspapers and the Young Turks in their Egyptian movement.: [640, 157, 784, 200]
- credit-line: (BY TELEGRAPH—PRESS ASSOCIATION—COPYRIGHT.): [495, 124, 620, 137]
- paragraph: Mr. T. I. Small, lay evangelist, said there could be no effective reform without effective classification. It was fair to state that the Minister for Justice was unable to carry out more effective classification so long as the all-age was confined to the four large centres. They must have space to classify, and for this purpose the second-class system should be utilised. So far as Canterbury was concerned, first offenders and prisoners awaiting trial should be sent to Timaru. The incorrigible ones should be tried on senior conditions at Timaru before being sent out. Where the real need for classification occurred was at the tree-planting camps. Just before the men completed their sentences they should be kept moving from hut to hut, always getting nearer the class of company likely to do them good.: [177, 1171, 321, 1348]
- sub-head: FUTURE REQUIREMENTS.: [963, 1196, 1079, 1206]
- dateline: Perth, September 2.: [97, 840, 167, 849]
- paragraph: Chronic coughs are best treated by Stearns' Wine which, by strengthening the system, enables it to throw them off. It does more good than cod liver oil, and tastes as good as fine old port.: [177, 1348, 321, 1391]
- dateline: Christchurch, September 2.: [226, 866, 321, 875]
- dateline: Berlin, September 2.: [95, 1062, 167, 1071]
- section-head: ACCIDENTS AND FATALITIES.: [815, 805, 917, 831]
- sub-head: A WARNING.: [375, 80, 431, 89]
- paragraph: "The reporter begged her to explain. "I'll give you an instance," said the lady. "The other day, I advertised for seven rush-workers, and I received exactly one application. I got forty-nine applicants, but they were not reliable.": [948, 377, 1093, 428]
- dateline: London, September 1.: [708, 760, 784, 769]
- paragraph: The papers assert that Egypt has had virtual freedom for twenty years.: [640, 226, 784, 244]
- dateline: Christchurch, September 2.: [71, 1350, 167, 1359]
- credit-line: (BY TELEGRAPH—PRESS ASSOCIATION—COPYRIGHT.): [33, 1047, 157, 1061]
- dateline: Adelaide, September 2.: [549, 1288, 630, 1297]
- paragraph: At the Socialist Congress at Stuttgart last year, with regard to militarism, there was wide divergence between the French Socialists and the German Social Democrats. Eventually a resolution was adopted anti-militarist in tone and in favour of arbitration, but it was stated that the resolution was carried by a sweeping majority with the object of showing a united front.: [23, 665, 167, 750]
- paragraph: "The Times" comment on the Kaiser's utterances has reference to his recent speech, in which he referred energetically to "incitements to war" and disorderly writing "calculated to arouse suspicion" by false statements. "The writings," he said, "are in the nature of political tactics of the German Consul, in itself, being at the Court of Mulai Hafid, the successor of Abdul Aziz, was explained in yesterday's cablegrams.: [485, 406, 630, 499]
